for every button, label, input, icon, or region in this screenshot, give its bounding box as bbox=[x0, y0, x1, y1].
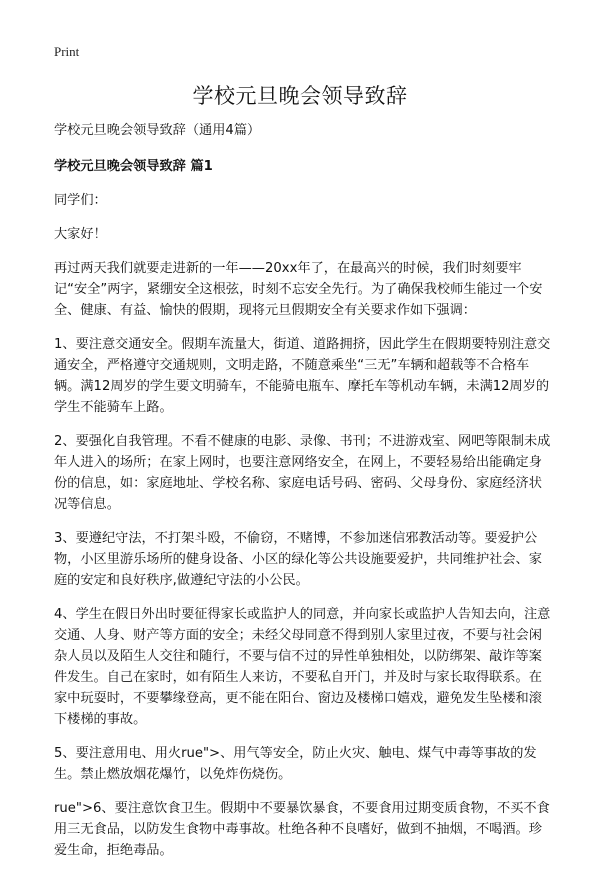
body-paragraph: 1、要注意交通安全。假期车流量大，街道、道路拥挤，因此学生在假期要特别注意交通安全，严格遵守交通规则，文明走路，不随意乘坐“三无”车辆和超载等不合格车辆。满12周岁的学生要文明骑车，不能骑电瓶车、摩托车等机动车辆，未满12周岁的学生不能骑车上路。 bbox=[54, 337, 551, 415]
body-paragraph: 再过两天我们就要走进新的一年——20xx年了，在最高兴的时候，我们时刻要牢记“安全”两字，紧绷安全这根弦，时刻不忘安全先行。为了确保我校师生能过一个安全、健康、有益、愉快的假期，现将元旦假期安全有关要求作如下强调： bbox=[54, 261, 543, 318]
print-label[interactable]: Print bbox=[54, 44, 80, 59]
document-subtitle: 学校元旦晚会领导致辞（通用4篇） bbox=[54, 123, 261, 138]
greeting-line: 同学们： bbox=[54, 193, 107, 208]
body-paragraph: 2、要强化自我管理。不看不健康的电影、录像、书刊；不进游戏室、网吧等限制未成年人进入的场所；在家上网时，也要注意网络安全，在网上，不要轻易给出能确定身份的信息，如：家庭地址、学校名称、家庭电话号码、密码、父母身份、家庭经济状况等信息。 bbox=[54, 434, 551, 512]
section-heading: 学校元旦晚会领导致辞 篇1 bbox=[54, 159, 213, 174]
document-body bbox=[54, 120, 554, 874]
body-paragraph: 3、要遵纪守法，不打架斗殴，不偷窃，不赌博，不参加迷信邪教活动等。要爱护公物，小区里游乐场所的健身设备、小区的绿化等公共设施要爱护，共同维护社会、家庭的安定和良好秩序,做遵纪守法的小公民。 bbox=[54, 531, 542, 588]
body-paragraph: rue">6、要注意饮食卫生。假期中不要暴饮暴食，不要食用过期变质食物，不买不食用三无食品，以防发生食物中毒事故。杜绝各种不良嗜好，做到不抽烟，不喝酒。珍爱生命，拒绝毒品。 bbox=[54, 801, 550, 858]
greeting-line: 大家好！ bbox=[54, 227, 107, 242]
body-paragraph: 5、要注意用电、用火rue">、用气等安全，防止火灾、触电、煤气中毒等事故的发生。禁止燃放烟花爆竹，以免炸伤烧伤。 bbox=[54, 746, 537, 782]
body-paragraph: 4、学生在假日外出时要征得家长或监护人的同意，并向家长或监护人告知去向，注意交通、人身、财产等方面的安全；未经父母同意不得到别人家里过夜，不要与社会闲杂人员以及陌生人交往和随行，不要与信不过的异性单独相处，以防绑架、敲诈等案件发生。自己在家时，如有陌生人来访，不要私自开门，并及时与家长取得联系。在家中玩耍时，不要攀缘登高，更不能在阳台、窗边及楼梯口嬉戏，避免发生坠楼和滚下楼梯的事故。 bbox=[54, 607, 551, 727]
document-title: 学校元旦晚会领导致辞 bbox=[192, 84, 408, 108]
